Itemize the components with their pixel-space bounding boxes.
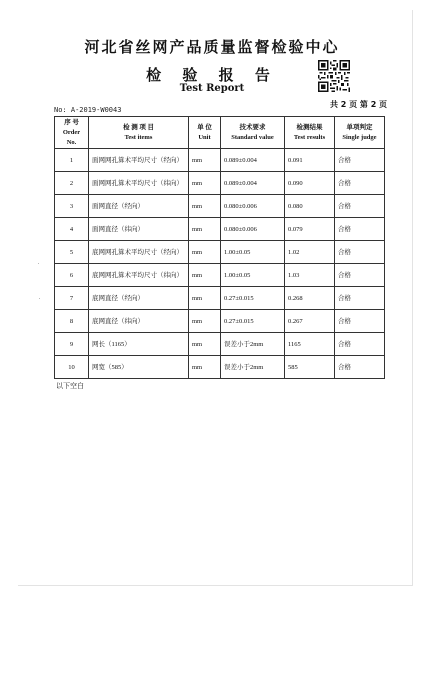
cell-order: 7 [55, 287, 89, 310]
cell-unit: mm [189, 195, 221, 218]
cell-order: 3 [55, 195, 89, 218]
table-row [55, 149, 385, 172]
cell-item: 底网直径（纬向） [89, 310, 189, 333]
table-row [55, 264, 385, 287]
table-row [55, 287, 385, 310]
cell-unit: mm [189, 356, 221, 379]
cell-judge: 合格 [335, 287, 385, 310]
cell-standard: 1.00±0.05 [221, 264, 285, 287]
cell-item: 面网直径（经向） [89, 195, 189, 218]
cell-result: 0.080 [285, 195, 335, 218]
cell-item: 面网网孔算术平均尺寸（纬向） [89, 172, 189, 195]
cell-standard: 0.089±0.004 [221, 172, 285, 195]
cell-standard: 0.27±0.015 [221, 310, 285, 333]
cell-judge: 合格 [335, 333, 385, 356]
report-title-en: Test Report [179, 83, 245, 94]
cell-unit: mm [189, 333, 221, 356]
cell-unit: mm [189, 218, 221, 241]
cell-judge: 合格 [335, 218, 385, 241]
header-single-judge: 单项判定 Single judge [335, 117, 385, 149]
cell-item: 底网网孔算术平均尺寸（纬向） [89, 264, 189, 287]
table-row [55, 195, 385, 218]
report-number: No: A-2019-W0043 [54, 106, 122, 114]
header-standard-value: 技术要求 Standard value [221, 117, 285, 149]
table-row [55, 310, 385, 333]
cell-unit: mm [189, 172, 221, 195]
report-title-cn: 检 验 报 告 [146, 66, 278, 84]
table-header-row [55, 117, 385, 149]
cell-judge: 合格 [335, 264, 385, 287]
cell-order: 8 [55, 310, 89, 333]
cell-judge: 合格 [335, 149, 385, 172]
header-unit: 单 位 Unit [189, 117, 221, 149]
table-row [55, 356, 385, 379]
cell-standard: 0.080±0.006 [221, 218, 285, 241]
test-results-table [54, 116, 385, 379]
cell-result: 0.090 [285, 172, 335, 195]
cell-order: 4 [55, 218, 89, 241]
cell-standard: 0.080±0.006 [221, 195, 285, 218]
cell-standard: 0.27±0.015 [221, 287, 285, 310]
blank-below-note: 以下空白 [56, 382, 84, 390]
table-row [55, 333, 385, 356]
scan-speck [39, 298, 40, 299]
cell-judge: 合格 [335, 356, 385, 379]
table-row [55, 218, 385, 241]
cell-unit: mm [189, 149, 221, 172]
cell-unit: mm [189, 310, 221, 333]
cell-result: 0.091 [285, 149, 335, 172]
cell-item: 网长（1165） [89, 333, 189, 356]
cell-judge: 合格 [335, 195, 385, 218]
cell-item: 面网直径（纬向） [89, 218, 189, 241]
cell-order: 6 [55, 264, 89, 287]
cell-order: 1 [55, 149, 89, 172]
cell-judge: 合格 [335, 172, 385, 195]
cell-unit: mm [189, 241, 221, 264]
cell-standard: 误差小于2mm [221, 333, 285, 356]
cell-result: 1.02 [285, 241, 335, 264]
table-row [55, 241, 385, 264]
cell-standard: 0.089±0.004 [221, 149, 285, 172]
cell-result: 0.268 [285, 287, 335, 310]
cell-unit: mm [189, 287, 221, 310]
page-number: 共 2 页 第 2 页 [330, 100, 388, 109]
scan-speck [38, 263, 39, 264]
cell-result: 0.267 [285, 310, 335, 333]
cell-order: 9 [55, 333, 89, 356]
organization-title: 河北省丝网产品质量监督检验中心 [84, 38, 340, 56]
cell-order: 5 [55, 241, 89, 264]
cell-item: 底网直径（经向） [89, 287, 189, 310]
header-test-items: 检 测 项 目 Test items [89, 117, 189, 149]
cell-order: 10 [55, 356, 89, 379]
cell-result: 1.03 [285, 264, 335, 287]
cell-item: 面网网孔算术平均尺寸（经向） [89, 149, 189, 172]
cell-item: 网宽（585） [89, 356, 189, 379]
cell-item: 底网网孔算术平均尺寸（经向） [89, 241, 189, 264]
cell-judge: 合格 [335, 310, 385, 333]
cell-result: 1165 [285, 333, 335, 356]
table-row [55, 172, 385, 195]
cell-order: 2 [55, 172, 89, 195]
cell-unit: mm [189, 264, 221, 287]
cell-standard: 误差小于2mm [221, 356, 285, 379]
cell-standard: 1.00±0.05 [221, 241, 285, 264]
cell-result: 585 [285, 356, 335, 379]
cell-result: 0.079 [285, 218, 335, 241]
header-test-results: 检测结果 Test results [285, 117, 335, 149]
header-order: 序 号 Order No. [55, 117, 89, 149]
qr-code-icon [318, 60, 350, 92]
cell-judge: 合格 [335, 241, 385, 264]
